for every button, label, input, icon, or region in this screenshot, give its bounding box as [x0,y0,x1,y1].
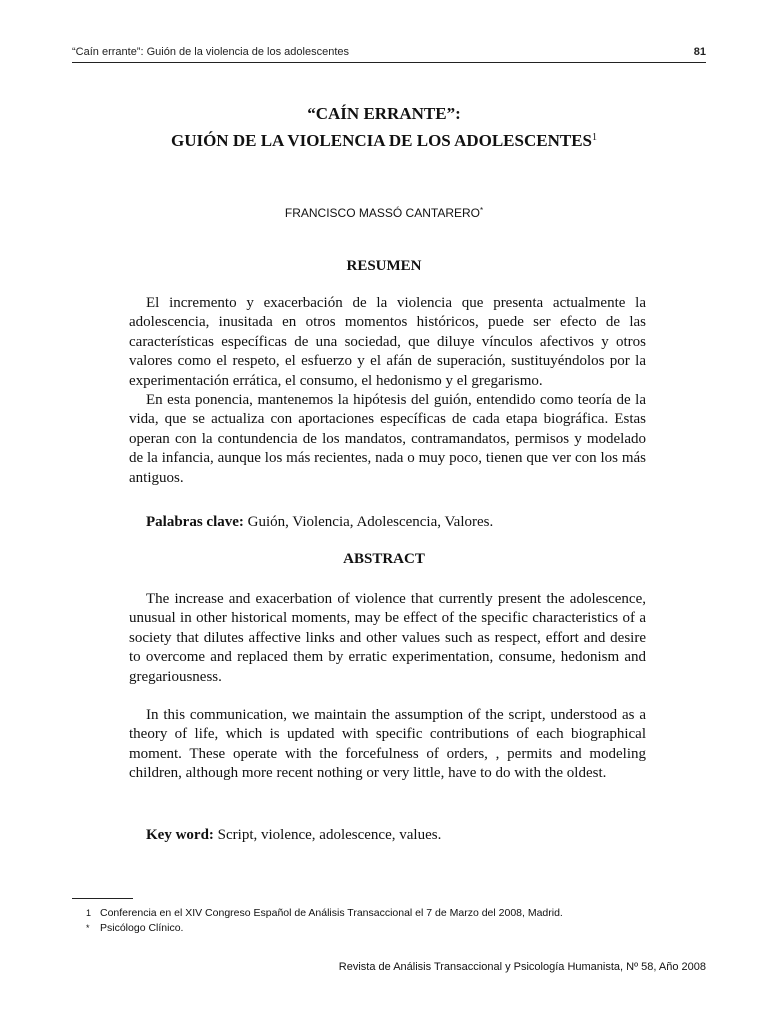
abstract-keywords-text: Script, violence, adolescence, values. [217,827,442,843]
journal-footer: Revista de Análisis Transaccional y Psicología Humanista, Nº 58, Año 2008 [338,961,706,973]
abstract-paragraph-1: The increase and exacerbation of violence that currently present the adolescence, unusual in other historical moments, may be effect of the specific characteristics of a society that dilutes affective links and other values such as respect, effort and desire to overcome and replaced them by erratic experimentation, consume, hedonism and gregariousness. [129,591,646,685]
author-line [0,206,768,220]
resumen-heading: RESUMEN [346,258,422,274]
resumen-keywords [146,514,493,531]
footnote-1-mark: 1 [86,908,92,918]
footnote-2-mark: * [86,923,90,933]
resumen-keywords-label: Palabras clave: [146,514,244,530]
author-name: FRANCISCO MASSÓ CANTARERO [284,206,480,220]
article-title [0,102,768,153]
footnote-1 [86,906,563,921]
title-footnote-mark: 1 [592,132,598,143]
author-footnote-mark: * [480,206,484,215]
abstract-body [129,590,646,784]
footnote-2 [86,921,563,936]
resumen-paragraph-2: En esta ponencia, mantenemos la hipótesis del guión, entendido como teoría de la vida, que se actualiza con aportaciones específicas de cada etapa biográfica. Estas operan con la contundencia de los mandatos, contramandatos, permisos y modelado de la infancia, aunque los más recientes, nada o muy poco, tienen que ver con los más antiguos. [129,392,646,486]
title-line-2-text: GUIÓN DE LA VIOLENCIA DE LOS ADOLESCENTES [170,131,593,150]
title-line-2 [0,126,768,153]
abstract-keywords [146,827,441,844]
footnote-1-text: Conferencia en el XIV Congreso Español de Análisis Transaccional el 7 de Marzo del 2008, Madrid. [100,907,563,919]
abstract-heading: ABSTRACT [343,551,425,567]
footnote-2-text: Psicólogo Clínico. [100,922,184,934]
resumen-keywords-text: Guión, Violencia, Adolescencia, Valores. [247,514,494,530]
footnote-divider [72,898,133,899]
resumen-body [129,294,646,488]
running-header [72,46,706,63]
abstract-paragraph-2: In this communication, we maintain the assumption of the script, understood as a theory of life, which is updated with specific contributions of each biographical moment. These operate with the forcefulness of orders, , permits and modeling children, although more recent nothing or very little, have to do with the oldest. [129,707,646,782]
title-line-1: “CAÍN ERRANTE”: [307,104,461,123]
resumen-paragraph-1: El incremento y exacerbación de la violencia que presenta actualmente la adolescencia, inusitada en otros momentos históricos, puede ser efecto de las características específicas de una sociedad, que diluye vínculos afectivos y otros valores como el respeto, el esfuerzo y el afán de superación, sustituyéndolos por la experimentación errática, el consumo, el hedonismo y el gregarismo. [129,295,646,389]
abstract-keywords-label: Key word: [146,827,214,843]
running-title: “Caín errante”: Guión de la violencia de los adolescentes [72,46,349,58]
footnotes [86,906,563,936]
page-number: 81 [693,46,706,58]
